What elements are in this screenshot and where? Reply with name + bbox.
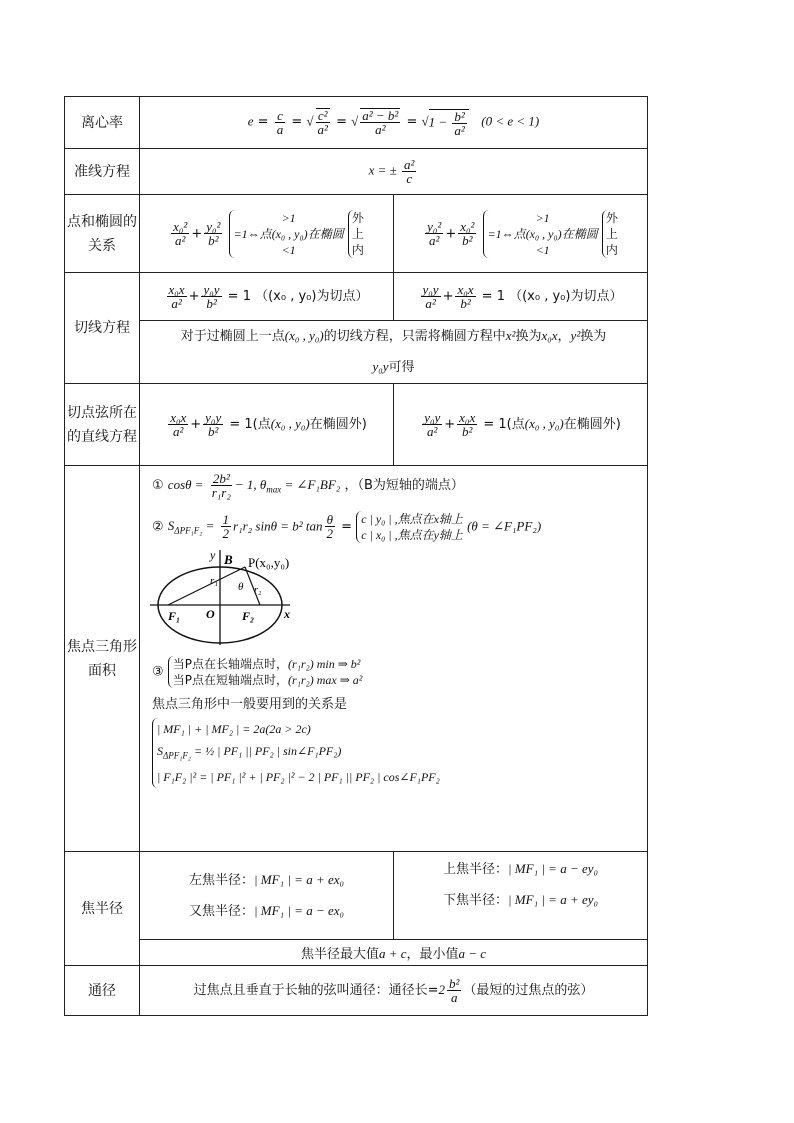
row-label: 切线方程 <box>65 273 140 384</box>
row-chord <box>65 384 648 466</box>
p-label: P(x₀,y₀) <box>248 554 290 570</box>
row-eccentricity <box>65 97 648 149</box>
latus-content: 过焦点且垂直于长轴的弦叫通径：通径长=2 $\frac{\text{b²}}{a}$ （最短的过焦点的弦） <box>140 966 648 1016</box>
radius-summary: 焦半径最大值a + c，最小值a − c <box>140 940 648 966</box>
point-relation-right: $\frac{\text{y₀²}}{\text{a²}}$ + $\frac{\text{x₀²}}{\text{b²}}$ >1 =1⇔点(x₀ , y₀)在椭圆 <1 外 上 内 <box>394 195 648 273</box>
row-label: 焦半径 <box>65 852 140 966</box>
eccentricity-formula: e = $\frac{c}{a}$ = √ $\frac{\text{c²}}{\text{a²}}$ = √ $\frac{\text{a² − b²}}{\text{a²}}$ = √1 − $\frac{\text{b²}}{\text{a²}}$ (0 < e < 1) <box>140 97 648 149</box>
formula-table <box>64 96 648 1016</box>
theta-label: θ <box>238 580 244 593</box>
o-label: O <box>206 606 215 621</box>
point-relation-left: $\frac{\text{x₀²}}{\text{a²}}$ + $\frac{\text{y₀²}}{\text{b²}}$ >1 =1⇔点(x₀ , y₀)在椭圆 <1 外 上 内 <box>140 195 394 273</box>
ellipse-diagram <box>150 550 300 650</box>
r1-label: r₁ <box>210 574 219 587</box>
tangent-left: $\frac{\text{x₀x}}{\text{a²}}$ + $\frac{\text{y₀y}}{\text{b²}}$ = 1 （(x₀ , y₀)为切点） <box>140 273 394 321</box>
tangent-note: 对于过椭圆上一点(x₀ , y₀)的切线方程，只需将椭圆方程中x²换为x₀x，y²换为 y₀y可得 <box>140 321 648 384</box>
f1-label: F₁ <box>168 608 181 623</box>
row-tangent <box>65 273 648 321</box>
eccentricity-range: (0 < e < 1) <box>481 113 540 129</box>
radius-right: 上焦半径：| MF₁ | = a − ey₀ 下焦半径：| MF₁ | = a + ey₀ <box>394 852 648 940</box>
focal-item-1: ① cosθ = $\frac{\text{2b²}}{\text{r₁r₂}}$ − 1, $\theta_{max}$ = ∠F₁BF₂ ，（B为短轴的端点） <box>152 471 464 500</box>
row-label: 离心率 <box>65 97 140 149</box>
focal-content <box>140 466 648 852</box>
row-focal-radius-summary <box>65 940 648 966</box>
x-label: x <box>284 606 290 621</box>
focal-relation-title: 焦点三角形中一般要用到的关系是 <box>152 696 348 712</box>
row-latus-rectum <box>65 966 648 1016</box>
focal-item-2: ② $S_{\Delta PF_1F_2}$ = $\frac{1}{2}$ r₁r₂ sinθ = b² tan $\frac{\theta}{2}$ = c | y₀ | ,焦点在x轴上 c | x₀ | ,焦点在y轴上 (θ = ∠F₁PF₂) <box>152 511 542 542</box>
y-label: y <box>210 549 216 562</box>
row-tangent-note <box>65 321 648 384</box>
focal-relations: | MF₁ | + | MF₂ | = 2a(2a > 2c) $S_{\Delta PF_1F_2}$ = ½ | PF₁ || PF₂ | sin∠F₁PF₂) | F₁F₂ |² = | PF₁ |² + | PF₂ |² − 2 | PF₁ || PF₂ | cos∠F₁PF₂ <box>146 718 647 788</box>
focal-item-3: ③ 当P点在长轴端点时，(r₁r₂) min ⇒ b² 当P点在短轴端点时，(r₁r₂) max ⇒ a² <box>152 656 363 687</box>
row-label: 点和椭圆的关系 <box>65 195 140 273</box>
row-directrix <box>65 149 648 195</box>
row-label: 通径 <box>65 966 140 1016</box>
b-label: B <box>224 551 233 567</box>
chord-left: $\frac{\text{x₀x}}{\text{a²}}$ + $\frac{\text{y₀y}}{\text{b²}}$ = 1(点(x₀ , y₀)在椭圆外) <box>140 384 394 466</box>
r2-label: r₂ <box>254 584 262 596</box>
row-label: 准线方程 <box>65 149 140 195</box>
f2-label: F₂ <box>242 608 255 623</box>
directrix-formula: x = ± $\frac{\text{a²}}{c}$ <box>140 149 648 195</box>
row-point-relation <box>65 195 648 273</box>
chord-right: $\frac{\text{y₀y}}{\text{a²}}$ + $\frac{\text{x₀x}}{\text{b²}}$ = 1(点(x₀ , y₀)在椭圆外) <box>394 384 648 466</box>
row-label: 焦点三角形面积 <box>65 466 140 852</box>
row-focal-radius <box>65 852 648 940</box>
row-label: 切点弦所在的直线方程 <box>65 384 140 466</box>
r1-line <box>168 567 245 605</box>
row-focal-triangle <box>65 466 648 852</box>
radius-left: 左焦半径：| MF₁ | = a + ex₀ 又焦半径：| MF₁ | = a − ex₀ <box>140 852 394 940</box>
tangent-right: $\frac{\text{y₀y}}{\text{a²}}$ + $\frac{\text{x₀x}}{\text{b²}}$ = 1 （(x₀ , y₀)为切点） <box>394 273 648 321</box>
